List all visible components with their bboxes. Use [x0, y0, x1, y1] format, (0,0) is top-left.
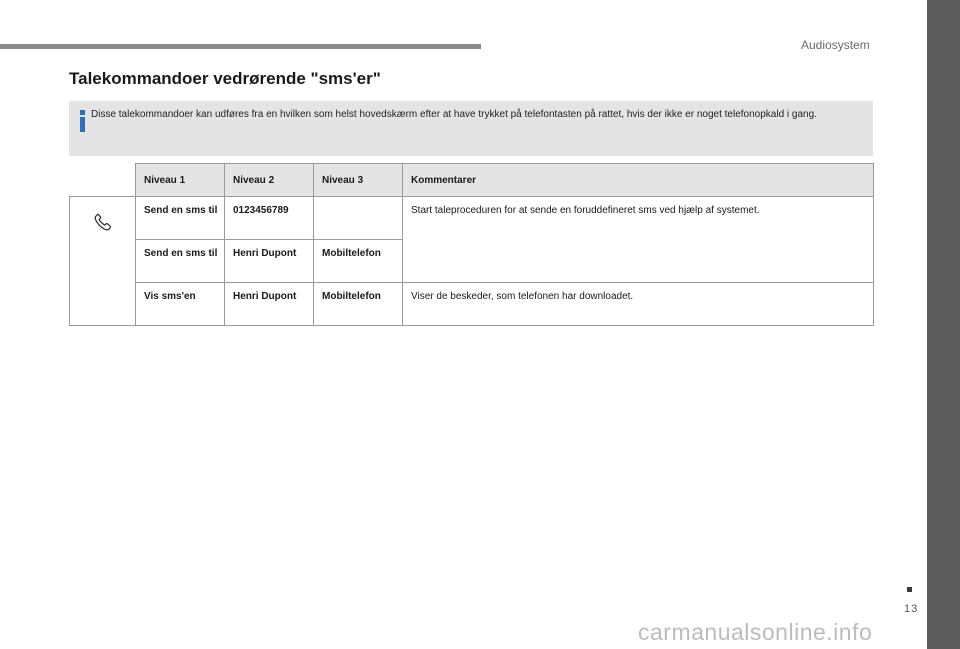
row-3-level-1: Vis sms'en [136, 283, 225, 326]
table-header-empty [70, 164, 136, 197]
page-title: Talekommandoer vedrørende "sms'er" [69, 69, 381, 88]
phone-handset-icon [92, 211, 114, 237]
column-header-comments: Kommentarer [403, 164, 874, 197]
table-row [70, 283, 874, 326]
page-side-bar [927, 0, 960, 649]
row-1-level-3 [314, 197, 403, 240]
row-1-comment: Start taleproceduren for at sende en foruddefineret sms ved hjælp af systemet. [403, 197, 874, 283]
row-3-level-3: Mobiltelefon [314, 283, 403, 326]
column-header-level-3: Niveau 3 [314, 164, 403, 197]
column-header-level-2: Niveau 2 [225, 164, 314, 197]
page-number: 13 [904, 603, 919, 615]
row-2-level-3: Mobiltelefon [314, 240, 403, 283]
table-row [70, 197, 874, 240]
section-header: Audiosystem [801, 38, 870, 52]
row-3-level-2: Henri Dupont [225, 283, 314, 326]
header-rule [0, 44, 481, 49]
row-1-level-1: Send en sms til [136, 197, 225, 240]
table-header-row [70, 164, 874, 197]
phone-icon-cell [70, 197, 136, 326]
info-box [69, 101, 873, 156]
info-text: Disse talekommandoer kan udføres fra en hvilken som helst hovedskærm efter at have trykket på telefontasten på rattet, hvis der ikke er noget telefonopkald i gang. [91, 109, 817, 120]
column-header-level-1: Niveau 1 [136, 164, 225, 197]
row-2-level-2: Henri Dupont [225, 240, 314, 283]
row-2-level-1: Send en sms til [136, 240, 225, 283]
page-marker [907, 587, 912, 592]
command-table [69, 163, 874, 326]
row-3-comment: Viser de beskeder, som telefonen har downloadet. [403, 283, 874, 326]
info-icon [80, 110, 85, 130]
watermark: carmanualsonline.info [638, 619, 873, 645]
row-1-level-2: 0123456789 [225, 197, 314, 240]
